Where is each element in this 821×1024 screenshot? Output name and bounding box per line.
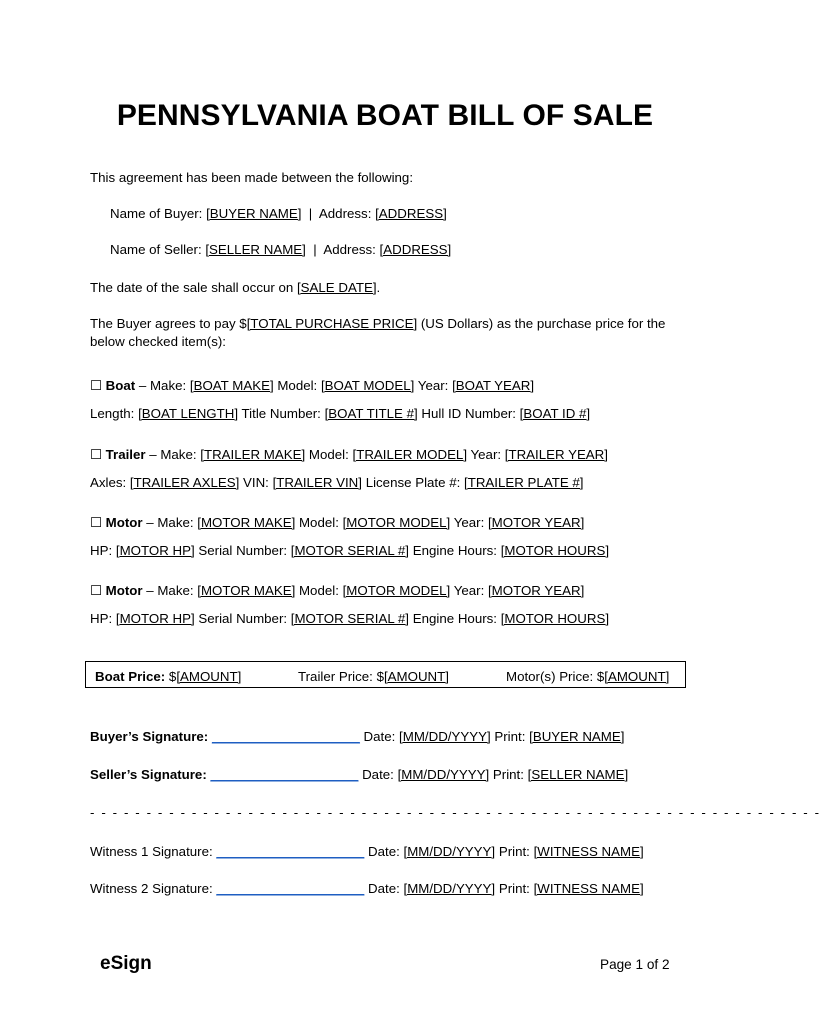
divider-line: - - - - - - - - - - - - - - - - - - - - - - - - - - - - - - - - - - - - - - - - - - - - - - - - - - - - - - - - - - - - - - - - - <box>90 805 821 820</box>
date-label: Date: <box>368 881 400 896</box>
serial-label: Serial Number: <box>198 543 288 558</box>
motor-1-row-2 <box>90 543 609 558</box>
document-title: PENNSYLVANIA BOAT BILL OF SALE <box>116 99 654 132</box>
boat-price-label: Boat Price: <box>95 669 166 684</box>
motor-price-field[interactable]: [AMOUNT] <box>604 669 670 684</box>
motor-1-serial-field[interactable]: [MOTOR SERIAL #] <box>290 543 410 558</box>
motor-2-year-field[interactable]: [MOTOR YEAR] <box>487 583 585 598</box>
witness-1-signature-line[interactable]: ____________________ <box>216 844 365 859</box>
sale-date-field[interactable]: [SALE DATE] <box>296 280 377 295</box>
boat-price <box>95 669 241 684</box>
model-label: Model: <box>298 583 339 598</box>
trailer-price <box>298 669 449 684</box>
motor-2-model-field[interactable]: [MOTOR MODEL] <box>342 583 451 598</box>
witness-2-date-field[interactable]: [MM/DD/YYYY] <box>403 881 496 896</box>
trailer-vin-field[interactable]: [TRAILER VIN] <box>272 475 362 490</box>
print-label: Print: <box>498 844 530 859</box>
motor-2-serial-field[interactable]: [MOTOR SERIAL #] <box>290 611 410 626</box>
hull-id-label: Hull ID Number: <box>421 406 516 421</box>
boat-checkbox[interactable]: ☐ <box>90 378 102 393</box>
print-label: Print: <box>494 729 526 744</box>
separator: | <box>308 206 313 221</box>
buyer-name-label: Name of Buyer: <box>110 206 203 221</box>
hp-label: HP: <box>90 611 113 626</box>
trailer-row-1 <box>90 447 608 463</box>
dollar-sign: $ <box>596 669 605 684</box>
seller-date-field[interactable]: [MM/DD/YYYY] <box>397 767 490 782</box>
serial-label: Serial Number: <box>198 611 288 626</box>
print-label: Print: <box>492 767 524 782</box>
boat-row-1 <box>90 378 534 394</box>
year-label: Year: <box>453 583 485 598</box>
trailer-checkbox[interactable]: ☐ <box>90 447 102 462</box>
print-label: Print: <box>498 881 530 896</box>
witness-2-signature-label: Witness 2 Signature: <box>90 881 213 896</box>
motor-1-make-field[interactable]: [MOTOR MAKE] <box>197 515 296 530</box>
year-label: Year: <box>470 447 502 462</box>
motor-1-model-field[interactable]: [MOTOR MODEL] <box>342 515 451 530</box>
model-label: Model: <box>277 378 318 393</box>
motor-1-heading: Motor <box>105 515 143 530</box>
trailer-price-field[interactable]: [AMOUNT] <box>383 669 449 684</box>
motor-2-make-field[interactable]: [MOTOR MAKE] <box>197 583 296 598</box>
buyer-signature-line[interactable]: ____________________ <box>211 729 360 744</box>
buyer-signature-label: Buyer’s Signature: <box>90 729 209 744</box>
dollar-sign: $ <box>168 669 177 684</box>
trailer-row-2 <box>90 475 583 490</box>
trailer-make-field[interactable]: [TRAILER MAKE] <box>200 447 306 462</box>
boat-title-field[interactable]: [BOAT TITLE #] <box>324 406 418 421</box>
purchase-price-paragraph <box>90 315 680 351</box>
price-post-text: (US Dollars) as the purchase price for the below checked item(s): <box>90 316 666 349</box>
buyer-signature-row <box>90 729 624 744</box>
page-number: Page 1 of 2 <box>600 957 670 972</box>
trailer-plate-field[interactable]: [TRAILER PLATE #] <box>464 475 584 490</box>
price-pre-text: The Buyer agrees to pay $ <box>90 316 247 331</box>
make-label: – Make: <box>142 515 194 530</box>
seller-name-label: Name of Seller: <box>110 242 202 257</box>
motor-1-checkbox[interactable]: ☐ <box>90 515 102 530</box>
intro-text: This agreement has been made between the following: <box>90 170 414 185</box>
make-label: – Make: <box>142 583 194 598</box>
trailer-price-label: Trailer Price: <box>298 669 377 684</box>
trailer-axles-field[interactable]: [TRAILER AXLES] <box>129 475 240 490</box>
model-label: Model: <box>308 447 349 462</box>
motor-1-year-field[interactable]: [MOTOR YEAR] <box>487 515 585 530</box>
witness-2-print-field[interactable]: [WITNESS NAME] <box>533 881 644 896</box>
year-label: Year: <box>453 515 485 530</box>
hours-label: Engine Hours: <box>412 611 497 626</box>
sale-date-line <box>90 280 380 295</box>
witness-2-signature-line[interactable]: ____________________ <box>216 881 365 896</box>
buyer-date-field[interactable]: [MM/DD/YYYY] <box>399 729 491 744</box>
plate-label: License Plate #: <box>365 475 461 490</box>
motor-1-row-1 <box>90 515 584 531</box>
vin-label: VIN: <box>243 475 269 490</box>
buyer-name-field[interactable]: [BUYER NAME] <box>206 206 302 221</box>
date-label: Date: <box>362 767 394 782</box>
length-label: Length: <box>90 406 135 421</box>
motor-2-hours-field[interactable]: [MOTOR HOURS] <box>500 611 610 626</box>
make-label: – Make: <box>135 378 187 393</box>
seller-signature-label: Seller’s Signature: <box>90 767 207 782</box>
date-label: Date: <box>368 844 400 859</box>
motor-1-hours-field[interactable]: [MOTOR HOURS] <box>500 543 610 558</box>
witness-2-signature-row <box>90 881 644 896</box>
esign-logo: eSign <box>100 953 152 974</box>
seller-signature-line[interactable]: ____________________ <box>210 767 359 782</box>
boat-heading: Boat <box>105 378 136 393</box>
boat-year-field[interactable]: [BOAT YEAR] <box>452 378 535 393</box>
motor-2-hp-field[interactable]: [MOTOR HP] <box>115 611 195 626</box>
witness-1-date-field[interactable]: [MM/DD/YYYY] <box>403 844 496 859</box>
sale-date-text: The date of the sale shall occur on <box>90 280 294 295</box>
witness-1-print-field[interactable]: [WITNESS NAME] <box>533 844 644 859</box>
boat-length-field[interactable]: [BOAT LENGTH] <box>138 406 239 421</box>
seller-address-field[interactable]: [ADDRESS] <box>379 242 452 257</box>
motor-2-heading: Motor <box>105 583 143 598</box>
boat-row-2 <box>90 406 590 421</box>
model-label: Model: <box>298 515 339 530</box>
separator: | <box>313 242 317 257</box>
boat-price-field[interactable]: [AMOUNT] <box>176 669 242 684</box>
witness-1-signature-row <box>90 844 644 859</box>
hp-label: HP: <box>90 543 113 558</box>
seller-line <box>110 242 451 257</box>
seller-address-label: Address: <box>323 242 376 257</box>
motor-1-hp-field[interactable]: [MOTOR HP] <box>115 543 195 558</box>
motor-price-label: Motor(s) Price: <box>506 669 597 684</box>
motor-price <box>506 669 669 684</box>
date-label: Date: <box>363 729 396 744</box>
boat-hull-field[interactable]: [BOAT ID #] <box>519 406 591 421</box>
hours-label: Engine Hours: <box>412 543 497 558</box>
buyer-address-label: Address: <box>318 206 372 221</box>
trailer-heading: Trailer <box>105 447 146 462</box>
trailer-year-field[interactable]: [TRAILER YEAR] <box>504 447 608 462</box>
boat-make-field[interactable]: [BOAT MAKE] <box>189 378 274 393</box>
witness-1-signature-label: Witness 1 Signature: <box>90 844 213 859</box>
motor-2-checkbox[interactable]: ☐ <box>90 583 102 598</box>
buyer-line <box>110 206 447 221</box>
period: . <box>376 280 381 295</box>
buyer-address-field[interactable]: [ADDRESS] <box>375 206 447 221</box>
buyer-print-field[interactable]: [BUYER NAME] <box>529 729 625 744</box>
seller-name-field[interactable]: [SELLER NAME] <box>205 242 306 257</box>
title-number-label: Title Number: <box>241 406 321 421</box>
motor-2-row-2 <box>90 611 609 626</box>
seller-print-field[interactable]: [SELLER NAME] <box>527 767 629 782</box>
boat-model-field[interactable]: [BOAT MODEL] <box>320 378 415 393</box>
axles-label: Axles: <box>90 475 127 490</box>
make-label: – Make: <box>145 447 197 462</box>
year-label: Year: <box>417 378 449 393</box>
total-price-field[interactable]: [TOTAL PURCHASE PRICE] <box>246 316 418 331</box>
trailer-model-field[interactable]: [TRAILER MODEL] <box>352 447 468 462</box>
seller-signature-row <box>90 767 628 782</box>
dollar-sign: $ <box>376 669 384 684</box>
motor-2-row-1 <box>90 583 584 599</box>
